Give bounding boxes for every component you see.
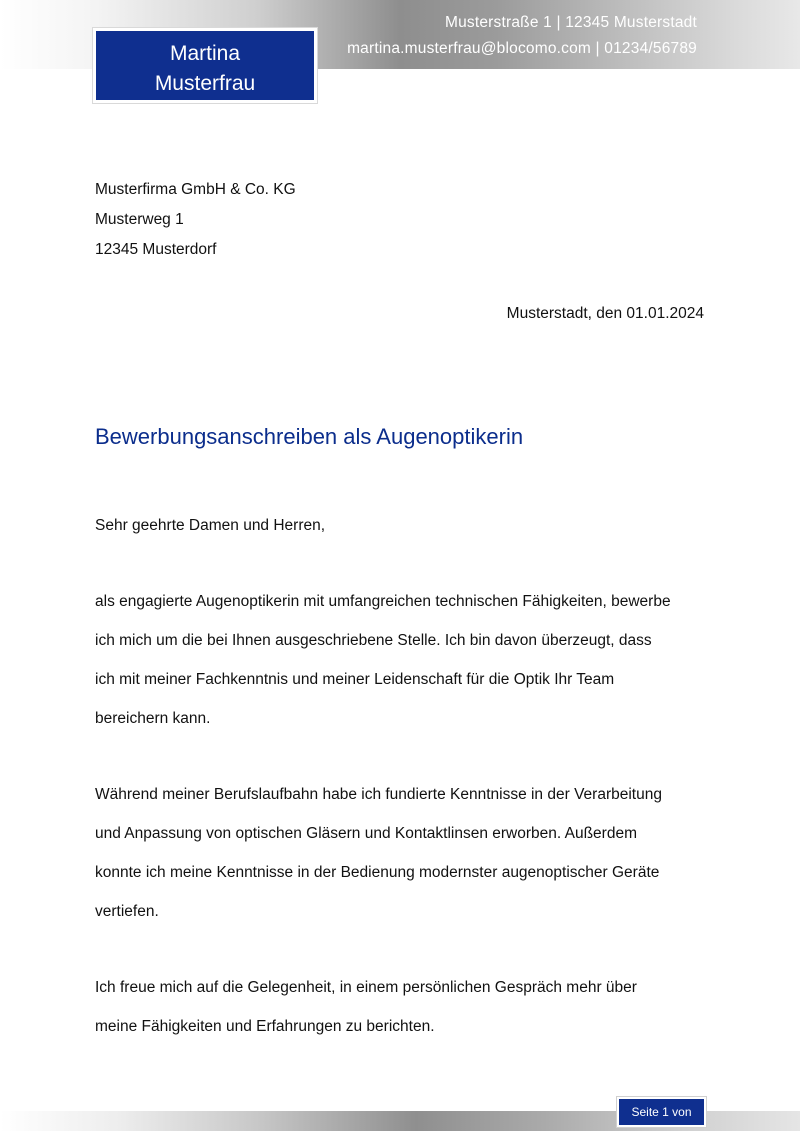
sender-address: Musterstraße 1 | 12345 Musterstadt: [444, 14, 697, 31]
paragraph-line: als engagierte Augenoptikerin mit umfangreichen technischen Fähigkeiten, bewerbe: [95, 593, 671, 610]
letter-date: Musterstadt, den 01.01.2024: [506, 305, 704, 322]
paragraph-line: und Anpassung von optischen Gläsern und Kontaktlinsen erworben. Außerdem: [95, 825, 637, 842]
page-number: Seite 1 von: [617, 1097, 706, 1127]
body-paragraph-3: [95, 968, 710, 1046]
salutation: Sehr geehrte Damen und Herren,: [95, 517, 326, 534]
body-paragraph-2: [95, 775, 710, 931]
name-first: Martina: [169, 42, 241, 65]
letter-subject: Bewerbungsanschreiben als Augenoptikerin: [95, 424, 524, 449]
recipient-city: 12345 Musterdorf: [95, 241, 217, 258]
recipient-address: [95, 175, 296, 265]
sender-email-phone: martina.musterfrau@blocomo.com | 01234/56789: [347, 40, 697, 57]
paragraph-line: Ich freue mich auf die Gelegenheit, in einem persönlichen Gespräch mehr über: [95, 979, 637, 996]
paragraph-line: ich mich um die bei Ihnen ausgeschriebene Stelle. Ich bin davon überzeugt, dass: [95, 632, 652, 649]
name-box: [93, 28, 317, 103]
paragraph-line: meine Fähigkeiten und Erfahrungen zu berichten.: [95, 1018, 435, 1035]
paragraph-line: Während meiner Berufslaufbahn habe ich fundierte Kenntnisse in der Verarbeitung: [95, 786, 662, 803]
sender-contact: [347, 10, 697, 62]
paragraph-line: ich mit meiner Fachkenntnis und meiner Leidenschaft für die Optik Ihr Team: [95, 671, 615, 688]
paragraph-line: bereichern kann.: [95, 710, 211, 727]
recipient-company: Musterfirma GmbH & Co. KG: [95, 181, 296, 198]
body-paragraph-1: [95, 582, 710, 738]
recipient-street: Musterweg 1: [95, 211, 184, 228]
name-last: Musterfrau: [154, 72, 256, 95]
paragraph-line: vertiefen.: [95, 903, 159, 920]
paragraph-line: konnte ich meine Kenntnisse in der Bedienung modernster augenoptischer Geräte: [95, 864, 660, 881]
